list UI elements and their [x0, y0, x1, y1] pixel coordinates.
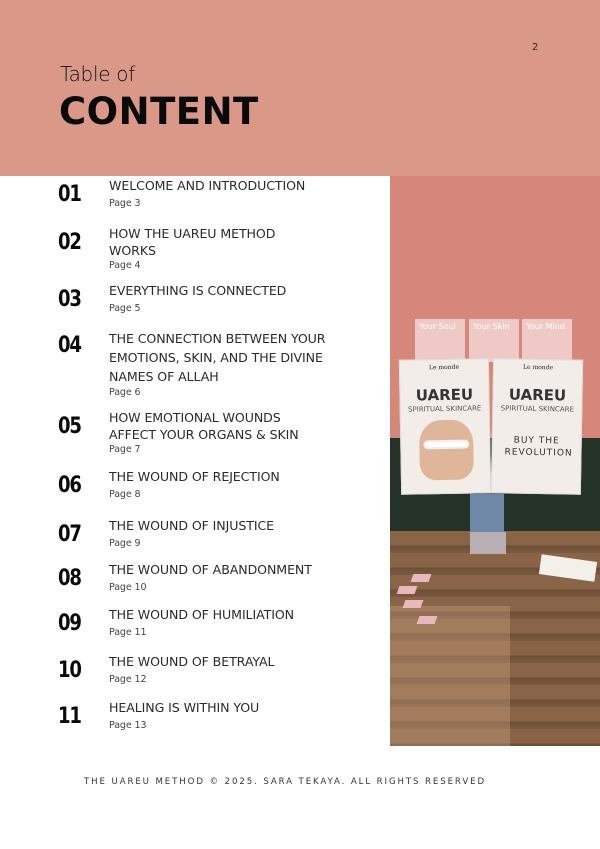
header-band [0, 0, 600, 176]
toc-page: Page 3 [109, 197, 141, 209]
toc-number: 04 [58, 333, 81, 358]
newspaper-masthead: Le monde [428, 363, 460, 372]
photo-note [411, 574, 432, 582]
newspaper-headline: BUY THE REVOLUTION [504, 435, 573, 459]
newspaper-brand: UAREU [415, 385, 474, 405]
toc-title [109, 226, 309, 273]
toc-title-text: THE WOUND OF REJECTION [109, 469, 280, 484]
newspaper-subtitle: SPIRITUAL SKINCARE [407, 404, 482, 414]
newspaper-sunglasses [423, 440, 469, 450]
toc-page: Page 12 [109, 673, 147, 685]
toc-title-text: HOW THE UAREU METHOD WORKS [109, 226, 276, 258]
toc-page: Page 7 [109, 444, 141, 455]
toc-page: Page 5 [109, 302, 141, 314]
toc-title-text: HEALING IS WITHIN YOU [109, 700, 260, 715]
photo-shoes [470, 532, 506, 554]
cover-photo [390, 176, 600, 746]
toc-number: 06 [58, 473, 81, 498]
toc-number: 11 [58, 704, 81, 729]
toc-title [109, 469, 339, 502]
photo-reflection [390, 606, 510, 746]
toc-number: 09 [58, 611, 81, 636]
newspaper-masthead: Le monde [522, 363, 554, 372]
toc-page: Page 10 [109, 581, 147, 593]
toc-page: Page 11 [109, 626, 147, 638]
toc-page: Page 8 [109, 488, 141, 500]
toc-page: Page 13 [109, 719, 147, 731]
newspaper-brand: UAREU [508, 385, 567, 405]
toc-title-text: THE WOUND OF BETRAYAL [109, 654, 275, 669]
page-number: 2 [532, 42, 539, 53]
toc-title-text: EVERYTHING IS CONNECTED [109, 283, 287, 298]
toc-title-text: THE WOUND OF ABANDONMENT [109, 562, 312, 577]
toc-title-text: THE WOUND OF INJUSTICE [109, 518, 275, 533]
toc-title [109, 410, 324, 457]
toc-page: Page 4 [109, 260, 141, 271]
toc-page: Page 9 [109, 537, 141, 549]
toc-title-text: HOW EMOTIONAL WOUNDS AFFECT YOUR ORGANS & SKIN [109, 410, 299, 442]
newspaper-left [399, 358, 491, 495]
toc-number: 10 [58, 658, 81, 683]
poster-soul: Your Soul [415, 319, 465, 362]
toc-title-text: THE WOUND OF HUMILIATION [109, 607, 294, 622]
poster-skin: Your Skin [469, 319, 519, 362]
toc-title [109, 329, 334, 400]
toc-page: Page 6 [109, 387, 141, 398]
photo-note [397, 586, 418, 594]
toc-title [109, 654, 339, 687]
photo-note [403, 600, 424, 608]
toc-title [109, 607, 339, 640]
toc-title-text: WELCOME AND INTRODUCTION [109, 178, 306, 193]
toc-number: 05 [58, 414, 81, 439]
page-title-line1: Table of [60, 62, 135, 86]
toc-title [109, 518, 339, 551]
toc-number: 08 [58, 566, 81, 591]
toc-title [109, 562, 349, 595]
toc-number: 01 [58, 182, 81, 207]
toc-title-text: THE CONNECTION BETWEEN YOUR EMOTIONS, SKIN, AND THE DIVINE NAMES OF ALLAH [109, 331, 326, 384]
toc-number: 03 [58, 287, 81, 312]
newspaper-face-image [419, 420, 474, 481]
newspaper-right [491, 358, 583, 495]
table-of-contents [0, 176, 390, 746]
toc-number: 02 [58, 230, 81, 255]
page-title-line2: CONTENT [59, 90, 259, 133]
toc-title [109, 700, 339, 733]
toc-number: 07 [58, 522, 81, 547]
toc-title [109, 178, 339, 211]
newspaper-subtitle: SPIRITUAL SKINCARE [500, 404, 575, 414]
photo-note [417, 616, 438, 624]
toc-title [109, 283, 339, 316]
footer-copyright: THE UAREU METHOD © 2025. SARA TEKAYA. ALL RIGHTS RESERVED [84, 777, 486, 787]
poster-mind: Your Mind [522, 319, 572, 362]
